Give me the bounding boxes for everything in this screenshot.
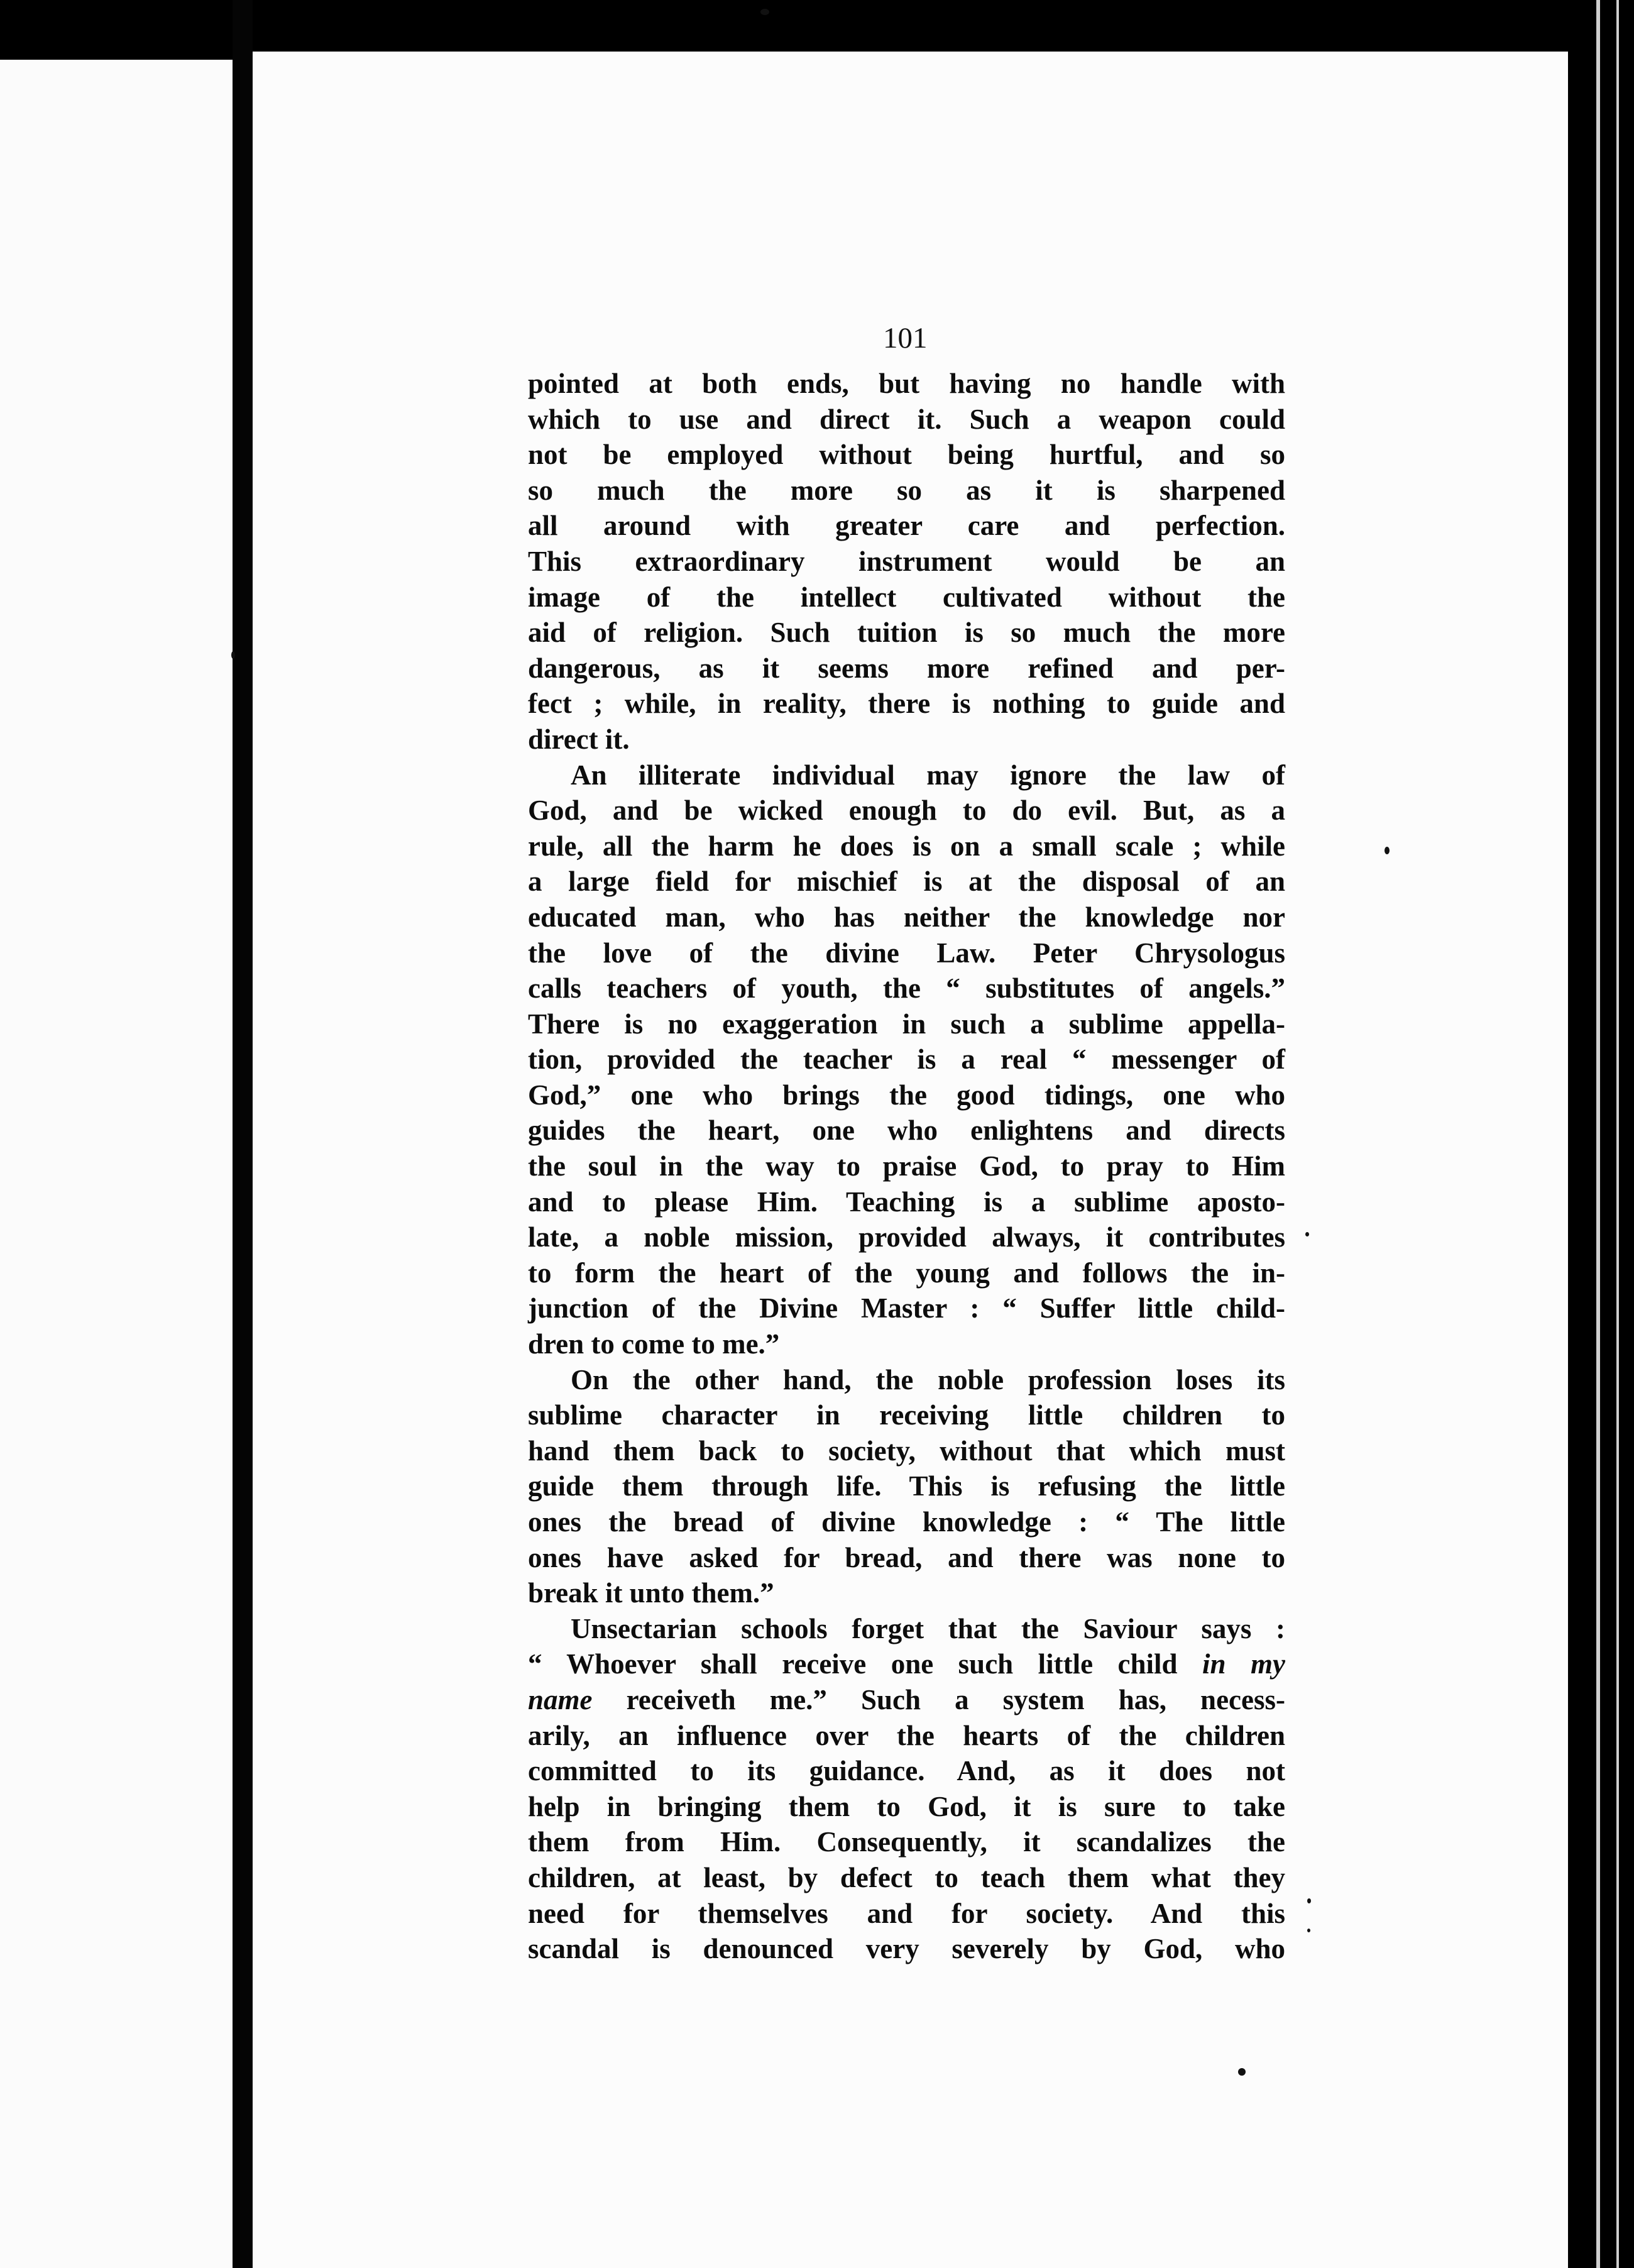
text-line: dangerous, as it seems more refined and per- (528, 652, 1285, 684)
text-line: dren to come to me.” (528, 1328, 780, 1360)
text-line: scandal is denounced very severely by God, who (528, 1933, 1285, 1965)
text-line: calls teachers of youth, the “ substitutes of angels.” (528, 972, 1285, 1005)
text-run: receiveth me.” Such a system has, necess- (592, 1683, 1285, 1715)
ink-speck (1307, 1898, 1311, 1903)
text-line: hand them back to society, without that which must (528, 1434, 1285, 1467)
text-line: late, a noble mission, provided always, it contributes (528, 1221, 1285, 1253)
ink-speck (1307, 1929, 1310, 1932)
text-line: An illiterate individual may ignore the law of (571, 759, 1285, 791)
text-line: ones have asked for bread, and there was none to (528, 1541, 1285, 1573)
text-line: to form the heart of the young and follows the in- (528, 1257, 1285, 1289)
ink-speck (1238, 2068, 1246, 2076)
text-line: guide them through life. This is refusing the little (528, 1470, 1285, 1502)
text-line (528, 1646, 1285, 1682)
text-line: This extraordinary instrument would be an (528, 545, 1285, 577)
text-line: break it unto them.” (528, 1577, 774, 1609)
book-gutter (233, 0, 253, 2268)
text-line: not be employed without being hurtful, and so (528, 439, 1285, 471)
text-line: the soul in the way to praise God, to pray to Him (528, 1150, 1285, 1182)
text-line: fect ; while, in reality, there is nothing to guide and (528, 688, 1285, 720)
text-line: Unsectarian schools forget that the Saviour says : (571, 1612, 1285, 1644)
text-line: pointed at both ends, but having no handle with (528, 368, 1285, 399)
text-line: help in bringing them to God, it is sure to take (528, 1790, 1285, 1822)
text-line: There is no exaggeration in such a sublime appella- (528, 1008, 1285, 1040)
text-line: them from Him. Consequently, it scandalizes the (528, 1826, 1285, 1858)
text-line: and to please Him. Teaching is a sublime aposto- (528, 1186, 1285, 1218)
text-line: children, at least, by defect to teach them what they (528, 1861, 1285, 1893)
text-line: rule, all the harm he does is on a small scale ; while (528, 830, 1285, 862)
text-line: image of the intellect cultivated without the (528, 581, 1285, 613)
page-number: 101 (883, 322, 928, 355)
text-line: guides the heart, one who enlightens and directs (528, 1115, 1285, 1147)
text-line: a large field for mischief is at the disposal of an (528, 866, 1285, 898)
text-line (528, 1682, 1285, 1718)
page-edge-line (1616, 0, 1619, 2268)
ink-speck (1305, 1232, 1309, 1236)
body-text (528, 366, 1285, 1967)
page-edge-line (1596, 0, 1600, 2268)
text-line: all around with greater care and perfection. (528, 510, 1285, 542)
italic-text: in my (1202, 1648, 1285, 1680)
text-line: aid of religion. Such tuition is so much the more (528, 617, 1285, 649)
text-line: which to use and direct it. Such a weapon could (528, 403, 1285, 435)
text-line: the love of the divine Law. Peter Chrysologus (528, 937, 1285, 969)
text-line: sublime character in receiving little children to (528, 1399, 1285, 1431)
text-line: arily, an influence over the hearts of the children (528, 1719, 1285, 1751)
left-page-margin (0, 60, 233, 2268)
text-line: On the other hand, the noble profession loses its (571, 1363, 1285, 1395)
ink-speck (760, 9, 769, 15)
text-run: “ Whoever shall receive one such little child (528, 1648, 1203, 1680)
text-line: direct it. (528, 723, 630, 755)
ink-speck (231, 651, 235, 659)
right-dark-edge (1568, 0, 1634, 2268)
text-line: need for themselves and for society. And this (528, 1897, 1285, 1929)
text-line: so much the more so as it is sharpened (528, 474, 1285, 506)
ink-speck (1385, 847, 1390, 854)
text-line: God, and be wicked enough to do evil. But, as a (528, 795, 1285, 827)
text-line: God,” one who brings the good tidings, one who (528, 1079, 1285, 1111)
italic-text: name (528, 1683, 593, 1715)
text-line: committed to its guidance. And, as it does not (528, 1755, 1285, 1787)
text-line: tion, provided the teacher is a real “ messenger of (528, 1043, 1285, 1076)
text-line: junction of the Divine Master : “ Suffer little child- (528, 1292, 1285, 1324)
text-line: educated man, who has neither the knowledge nor (528, 901, 1285, 933)
text-line: ones the bread of divine knowledge : “ The little (528, 1506, 1285, 1538)
